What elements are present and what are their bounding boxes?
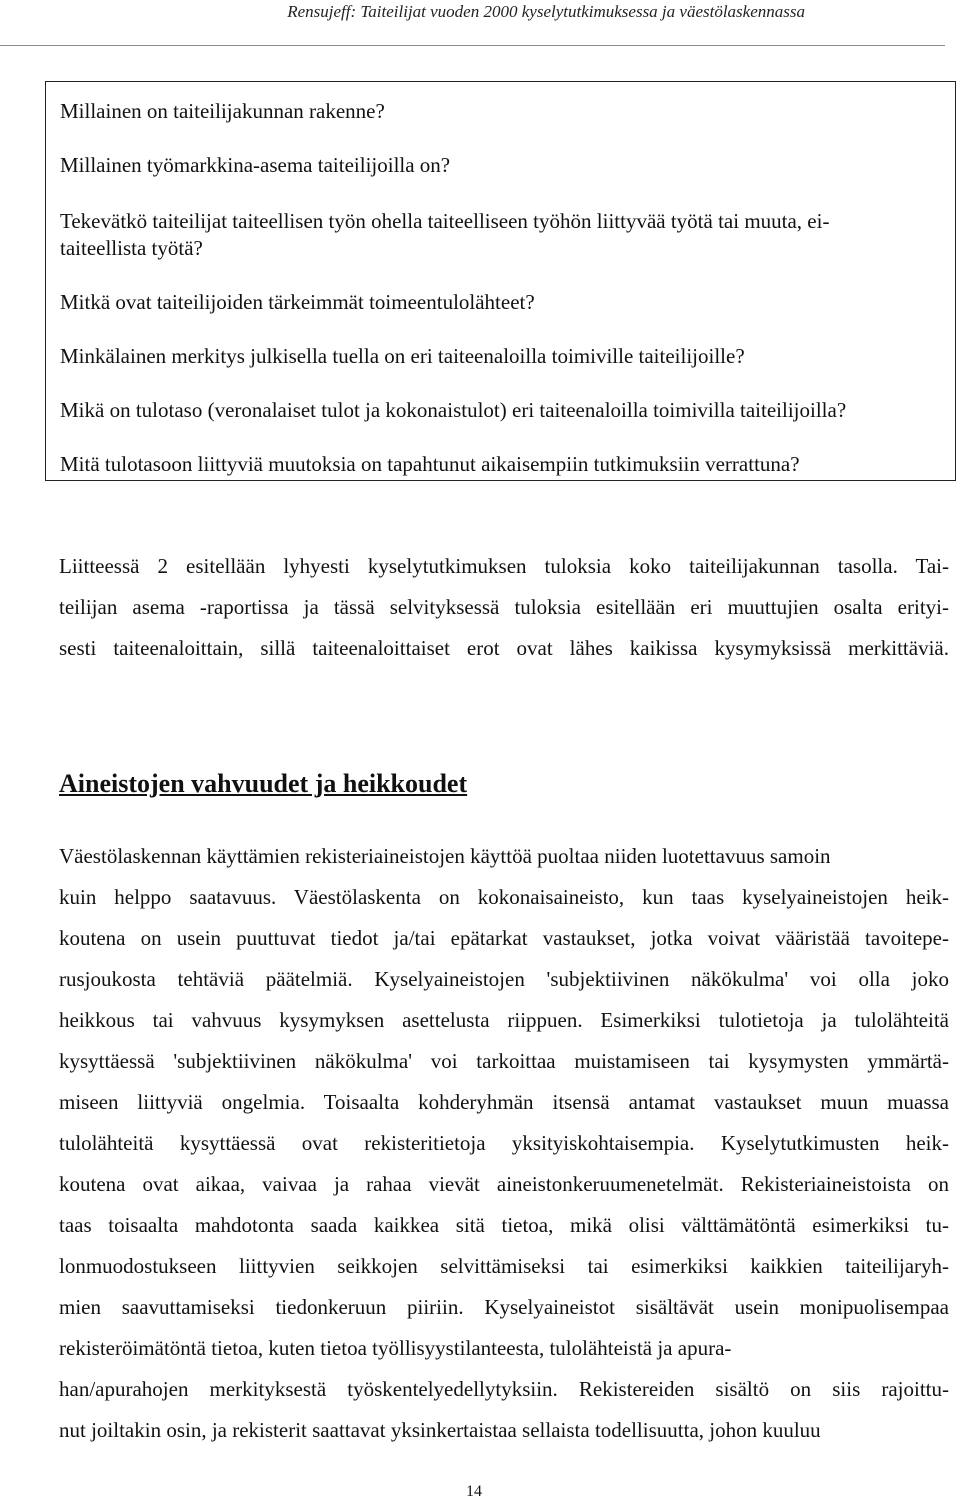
research-questions-box — [45, 81, 956, 481]
paragraph-line: kuin helppo saatavuus. Väestölaskenta on kokonaisaineisto, kun taas kyselyaineistojen heik- — [59, 885, 949, 909]
question-1: Millainen on taiteilijakunnan rakenne? — [60, 99, 385, 123]
paragraph-line: heikkous tai vahvuus kysymyksen asettelusta riippuen. Esimerkiksi tulotietoja ja tulolähteitä — [59, 1008, 949, 1032]
header-divider — [0, 45, 945, 46]
paragraph-line: rusjoukosta tehtäviä päätelmiä. Kyselyaineistojen 'subjektiivinen näkökulma' voi olla joko — [59, 967, 949, 991]
paragraph-line: sesti taiteenaloittain, sillä taiteenaloittaiset erot ovat lähes kaikissa kysymyksissä merkittäviä. — [59, 636, 949, 660]
page-number: 14 — [466, 1483, 482, 1500]
paragraph-line: tulolähteitä kysyttäessä ovat rekisteritietoja yksityiskohtaisempia. Kyselytutkimusten heik- — [59, 1131, 949, 1155]
question-3-continued: taiteellista työtä? — [60, 236, 203, 260]
paragraph-line: han/apurahojen merkityksestä työskentelyedellytyksiin. Rekistereiden sisältö on siis rajoittu- — [59, 1377, 949, 1401]
paragraph-line: nut joiltakin osin, ja rekisterit saattavat yksinkertaistaa sellaista todellisuutta, johon kuuluu — [59, 1418, 821, 1442]
paragraph-line: koutena ovat aikaa, vaivaa ja rahaa vievät aineistonkeruumenetelmät. Rekisteriaineistoista on — [59, 1172, 949, 1196]
paragraph-line: Väestölaskennan käyttämien rekisteriaineistojen käyttöä puoltaa niiden luotettavuus samoin — [59, 844, 831, 868]
intro-paragraph — [59, 546, 949, 669]
question-3: Tekevätkö taiteilijat taiteellisen työn ohella taiteelliseen työhön liittyvää työtä tai muuta, ei- — [60, 209, 830, 233]
paragraph-line: mien saavuttamiseksi tiedonkeruun piiriin. Kyselyaineistot sisältävät usein monipuolisempaa — [59, 1295, 949, 1319]
paragraph-line: miseen liittyviä ongelmia. Toisaalta kohderyhmän itsensä antamat vastaukset muun muassa — [59, 1090, 949, 1114]
section-paragraph — [59, 836, 949, 1451]
paragraph-line: rekisteröimätöntä tietoa, kuten tietoa työllisyystilanteesta, tulolähteistä ja apura- — [59, 1336, 732, 1360]
paragraph-line: taas toisaalta mahdotonta saada kaikkea sitä tietoa, mikä olisi välttämätöntä esimerkiksi tu- — [59, 1213, 949, 1237]
question-2: Millainen työmarkkina-asema taiteilijoilla on? — [60, 153, 451, 177]
question-5: Minkälainen merkitys julkisella tuella on eri taiteenaloilla toimiville taiteilijoille? — [60, 344, 745, 368]
paragraph-line: koutena on usein puuttuvat tiedot ja/tai epätarkat vastaukset, jotka voivat vääristää tavoitepe- — [59, 926, 949, 950]
question-4: Mitkä ovat taiteilijoiden tärkeimmät toimeentulolähteet? — [60, 290, 535, 314]
paragraph-line: lonmuodostukseen liittyvien seikkojen selvittämiseksi tai esimerkiksi kaikkien taiteilijaryh- — [59, 1254, 949, 1278]
paragraph-line: Liitteessä 2 esitellään lyhyesti kyselytutkimuksen tuloksia koko taiteilijakunnan tasolla. Tai- — [59, 554, 949, 578]
running-header: Rensujeff: Taiteilijat vuoden 2000 kyselytutkimuksessa ja väestölaskennassa — [287, 2, 805, 21]
paragraph-line: kysyttäessä 'subjektiivinen näkökulma' voi tarkoittaa muistamiseen tai kysymysten ymmärtä- — [59, 1049, 949, 1073]
question-6: Mikä on tulotaso (veronalaiset tulot ja kokonaistulot) eri taiteenaloilla toimivilla taiteilijoilla? — [60, 398, 847, 422]
section-heading: Aineistojen vahvuudet ja heikkoudet — [59, 769, 468, 798]
question-7: Mitä tulotasoon liittyviä muutoksia on tapahtunut aikaisempiin tutkimuksiin verrattuna? — [60, 452, 800, 476]
paragraph-line: teilijan asema -raportissa ja tässä selvityksessä tuloksia esitellään eri muuttujien osalta erityi- — [59, 595, 949, 619]
